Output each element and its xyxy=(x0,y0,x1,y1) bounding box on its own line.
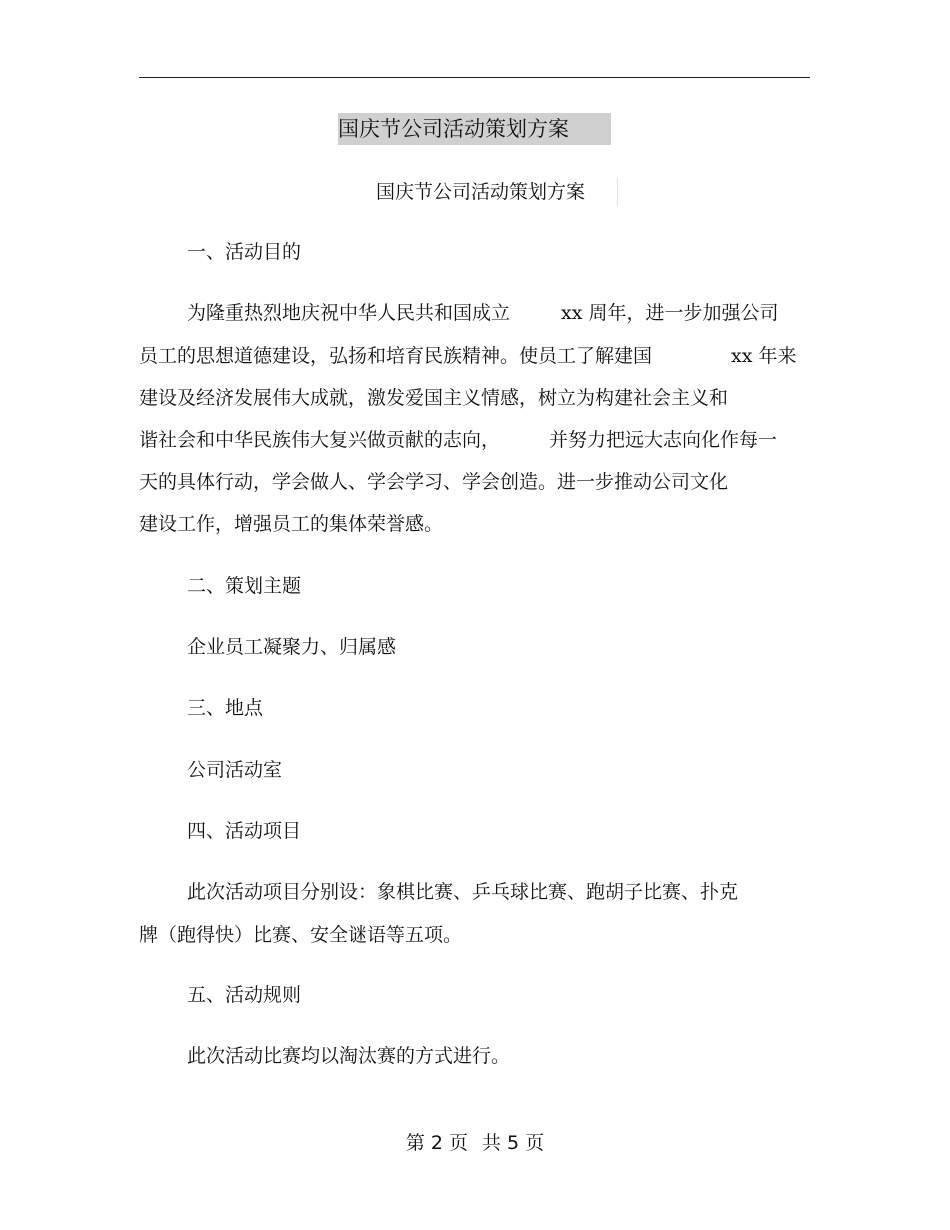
paragraph-line: 此次活动比赛均以淘汰赛的方式进行。 xyxy=(187,1045,511,1067)
paragraph-line: 谐社会和中华民族伟大复兴做贡献的志向， xyxy=(139,429,501,451)
paragraph-line: 为隆重热烈地庆祝中华人民共和国成立 xyxy=(187,302,511,324)
section-heading-purpose: 一、活动目的 xyxy=(187,241,302,263)
section-heading-activities: 四、活动项目 xyxy=(187,820,302,842)
header-rule xyxy=(139,77,810,78)
paragraph-line: 建设工作，增强员工的集体荣誉感。 xyxy=(139,513,444,535)
paragraph-line: 员工的思想道德建设，弘扬和培育民族精神。使员工了解建国 xyxy=(139,345,653,367)
footer-total-pages: 5 xyxy=(507,1132,520,1154)
section-heading-theme: 二、策划主题 xyxy=(187,575,302,597)
paragraph-line: 公司活动室 xyxy=(187,759,283,781)
footer-suffix: 页 xyxy=(525,1132,545,1154)
paragraph-line: 企业员工凝聚力、归属感 xyxy=(187,636,397,658)
document-title: 国庆节公司活动策划方案 xyxy=(376,177,618,207)
section-heading-location: 三、地点 xyxy=(187,697,264,719)
page-footer xyxy=(0,1129,950,1157)
footer-total-label: 共 xyxy=(482,1132,502,1154)
paragraph-line: 并努力把远大志向化作每一 xyxy=(549,429,778,451)
paragraph-line: 此次活动项目分别设：象棋比赛、乒乓球比赛、跑胡子比赛、扑克 xyxy=(187,881,739,903)
paragraph-line: 建设及经济发展伟大成就，激发爱国主义情感，树立为构建社会主义和 xyxy=(139,387,729,409)
running-header-title: 国庆节公司活动策划方案 xyxy=(338,113,611,145)
paragraph-line: 牌（跑得快）比赛、安全谜语等五项。 xyxy=(139,924,463,946)
footer-page-label: 页 xyxy=(448,1132,468,1154)
section-heading-rules: 五、活动规则 xyxy=(187,984,302,1006)
footer-prefix: 第 xyxy=(405,1132,425,1154)
paragraph-line: xx 年来 xyxy=(731,345,797,367)
footer-page-number: 2 xyxy=(430,1132,443,1154)
paragraph-line: xx 周年，进一步加强公司 xyxy=(561,302,779,324)
paragraph-line: 天的具体行动，学会做人、学会学习、学会创造。进一步推动公司文化 xyxy=(139,471,729,493)
